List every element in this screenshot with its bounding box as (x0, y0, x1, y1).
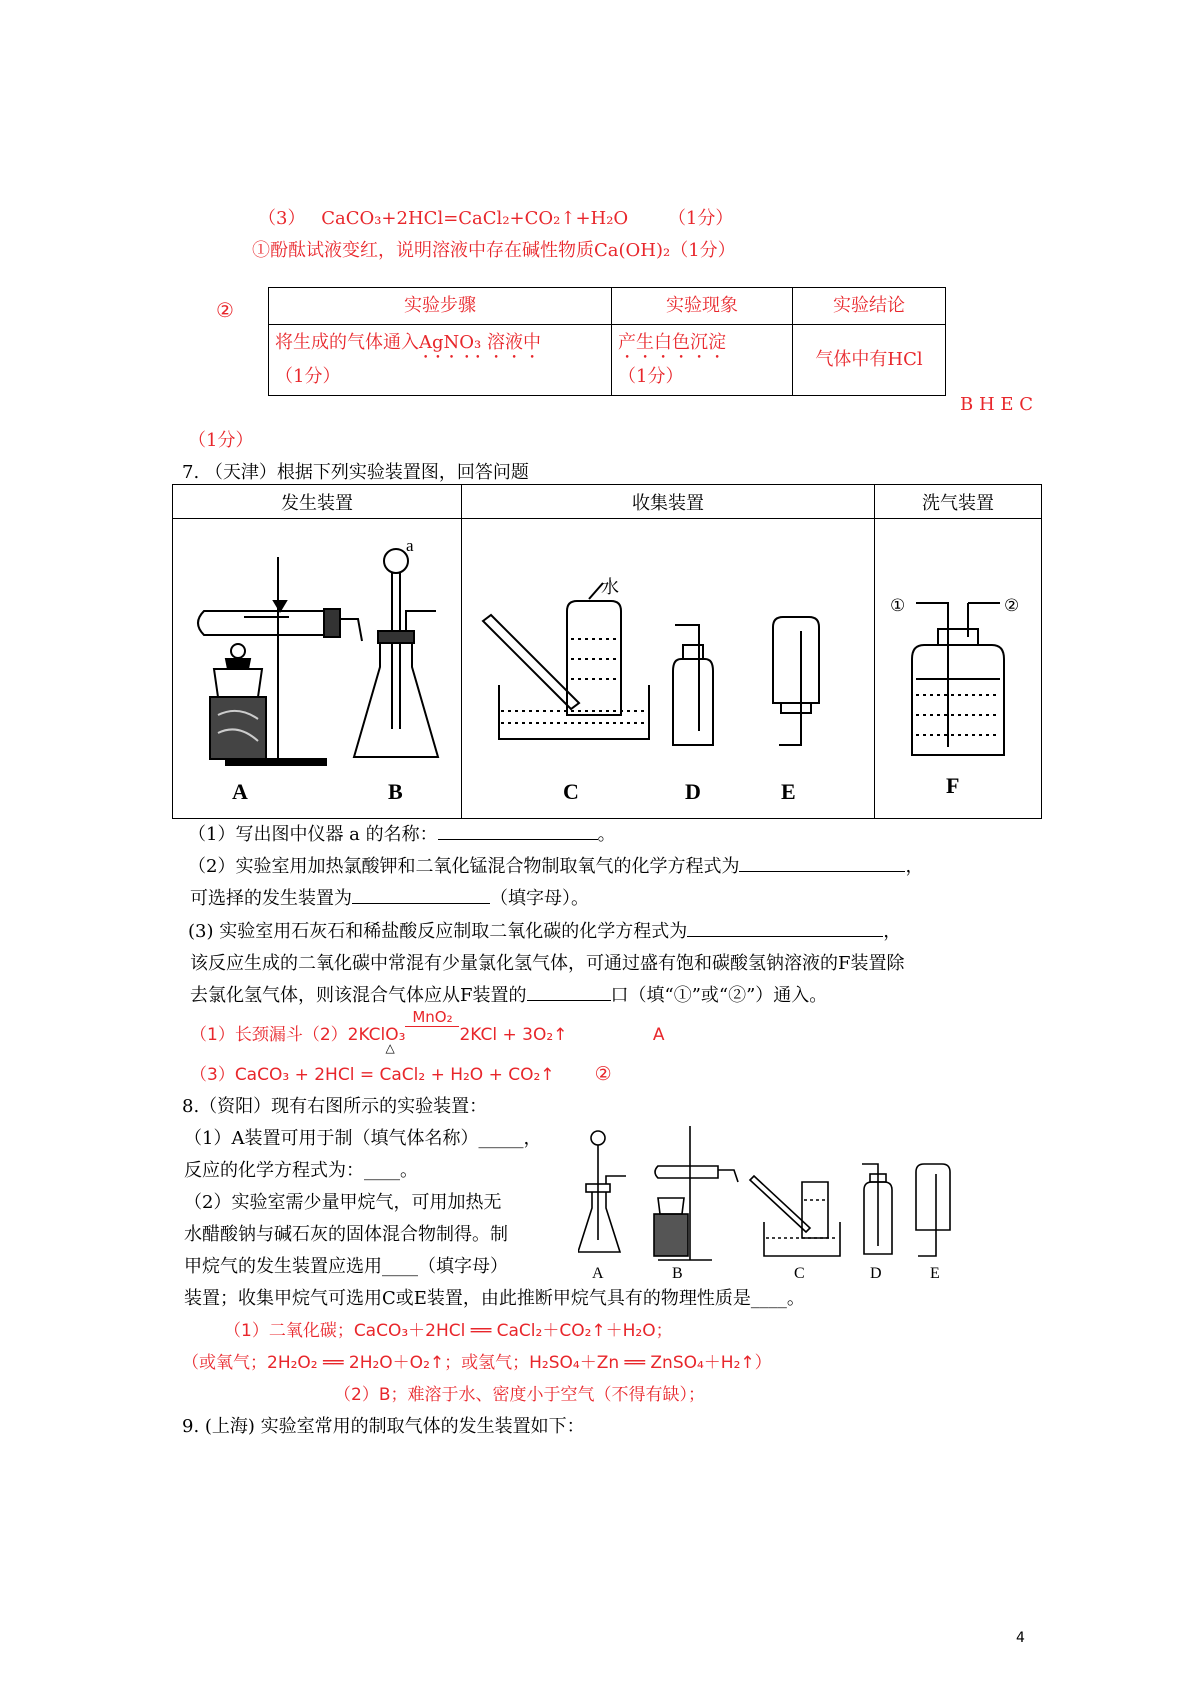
label-port-1: ① (890, 596, 906, 616)
q7-part2-line1: （2）实验室用加热氯酸钾和二氧化锰混合物制取氧气的化学方程式为 ， (188, 852, 923, 878)
answer-line-3-score: （1分） (667, 208, 734, 229)
label-F: F (946, 773, 960, 798)
q7-header-collection: 收集装置 (462, 485, 875, 519)
apparatus-CDE-figure (463, 519, 873, 813)
apparatus-F-figure (876, 519, 1040, 813)
q7-apparatus-table (172, 484, 1042, 819)
q8-label-C: C (794, 1265, 805, 1280)
q8-label-E: E (930, 1265, 940, 1280)
q7-cell-collection (462, 519, 875, 819)
q7-part3-line1: (3) 实验室用石灰石和稀盐酸反应制取二氧化碳的化学方程式为 ， (188, 917, 901, 943)
q7-part3-line3: 去氯化氢气体，则该混合气体应从F装置的 口（填“①”或“②”）通入。 (190, 981, 827, 1007)
label-a: a (406, 536, 414, 555)
table-header-conclusion: 实验结论 (793, 288, 946, 325)
answer-line-3-label: （3） (258, 208, 306, 229)
apparatus-AB-figure (174, 519, 460, 813)
q7-title: 7. （天津）根据下列实验装置图，回答问题 (182, 462, 529, 483)
q8-line4: 水醋酸钠与碱石灰的固体混合物制得。制 (184, 1224, 508, 1245)
answer-circle-2: ② (216, 298, 234, 322)
q7-blank-1[interactable] (438, 821, 598, 840)
q8-line5: 甲烷气的发生装置应选用____（填字母） (184, 1256, 508, 1277)
catalyst-mno2: MnO₂ (405, 1009, 459, 1027)
answer-line-3-equation: CaCO₃+2HCl=CaCl₂+CO₂↑+H₂O (321, 208, 629, 229)
q8-line6: 装置；收集甲烷气可选用C或E装置，由此推断甲烷气具有的物理性质是____。 (184, 1288, 805, 1309)
q9-title: 9. (上海) 实验室常用的制取气体的发生装置如下： (182, 1416, 585, 1437)
label-B: B (388, 779, 403, 804)
q7-part2-line2: 可选择的发生装置为 （填字母）。 (190, 884, 589, 910)
q7-blank-3[interactable] (352, 885, 490, 904)
q8-label-A: A (592, 1265, 604, 1280)
q8-line1: （1）A装置可用于制（填气体名称）_____， (184, 1128, 542, 1149)
q7-answer-3: （3）CaCO₃ + 2HCl = CaCl₂ + H₂O + CO₂↑ ② (190, 1063, 612, 1085)
q8-answer-1: （1）二氧化碳；CaCO₃＋2HCl ══ CaCl₂＋CO₂↑＋H₂O； (224, 1321, 673, 1341)
q8-answer-2: （或氧气；2H₂O₂ ══ 2H₂O＋O₂↑；或氢气；H₂SO₄＋Zn ══ ZnSO₄＋H₂↑） (182, 1353, 772, 1373)
answer-phenolphthalein: ①酚酞试液变红，说明溶液中存在碱性物质Ca(OH)₂（1分） (252, 240, 736, 261)
label-E: E (781, 779, 796, 804)
label-D: D (685, 779, 701, 804)
q7-part1: （1）写出图中仪器 a 的名称： 。 (188, 820, 616, 846)
q8-answer-3: （2）B；难溶于水、密度小于空气（不得有缺）； (334, 1385, 705, 1405)
answer-score-tail: （1分） (188, 430, 254, 451)
table-cell-phenomenon: 产生白色沉淀（1分） (612, 324, 793, 395)
heat-symbol: △ (385, 1041, 395, 1055)
q7-answer-1: （1）长颈漏斗（2）2KClO₃ MnO₂ △ 2KCl + 3O₂↑ A (190, 1008, 665, 1055)
label-A: A (232, 779, 248, 804)
q7-cell-washing (875, 519, 1042, 819)
q7-blank-4[interactable] (687, 918, 883, 937)
answer-bhec: B H E C (960, 394, 1034, 415)
q8-label-B: B (672, 1265, 683, 1280)
q8-apparatus-figure (578, 1120, 1018, 1280)
table-cell-step: 将生成的气体通入AgNO₃ 溶液中（1分） (269, 324, 612, 395)
label-port-2: ② (1004, 596, 1020, 616)
q7-cell-generation (173, 519, 462, 819)
table-header-phenomenon: 实验现象 (612, 288, 793, 325)
q7-blank-5[interactable] (527, 982, 611, 1001)
q7-part3-line2: 该反应生成的二氧化碳中常混有少量氯化氢气体，可通过盛有饱和碳酸氢钠溶液的F装置除 (190, 953, 905, 974)
q8-line3: （2）实验室需少量甲烷气，可用加热无 (184, 1192, 502, 1213)
q7-header-generation: 发生装置 (173, 485, 462, 519)
q7-blank-2[interactable] (739, 853, 905, 872)
experiment-table (268, 287, 946, 396)
q8-title: 8.（资阳）现有右图所示的实验装置： (182, 1096, 488, 1117)
label-water: 水 (601, 577, 619, 598)
q7-header-washing: 洗气装置 (875, 485, 1042, 519)
q8-label-D: D (870, 1265, 882, 1280)
table-header-step: 实验步骤 (269, 288, 612, 325)
label-C: C (563, 779, 579, 804)
page-number: 4 (1016, 1630, 1025, 1646)
q8-line2: 反应的化学方程式为：____。 (184, 1160, 418, 1181)
table-cell-conclusion: 气体中有HCl (793, 324, 946, 395)
answer-line-3 (258, 204, 733, 230)
